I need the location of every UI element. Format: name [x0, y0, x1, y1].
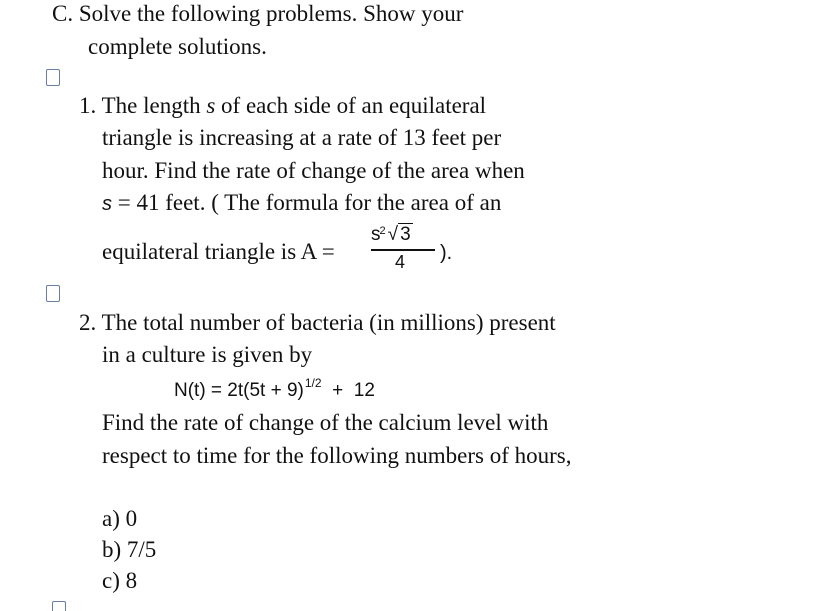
problem-1-checkbox[interactable] [46, 69, 60, 86]
option-b: b) 7/5 [102, 537, 157, 562]
problem-1-line-3: hour. Find the rate of change of the area when [102, 158, 525, 183]
section-heading-continued: complete solutions. [88, 34, 267, 59]
problem-2-line-5: respect to time for the following numbers of hours, [102, 443, 572, 468]
problem-1-line-2: triangle is increasing at a rate of 13 feet per [102, 125, 502, 150]
problem-2-line-2: in a culture is given by [102, 342, 313, 367]
fraction-bar [371, 249, 435, 251]
problem-2-line-1: 2. The total number of bacteria (in millions) present [79, 310, 556, 335]
problem-2-line-4: Find the rate of change of the calcium level with [102, 410, 549, 435]
section-heading: C. Solve the following problems. Show your [52, 1, 464, 26]
option-a: a) 0 [102, 506, 138, 531]
formula-close-paren: ). [440, 242, 453, 264]
problem-1-line-5: equilateral triangle is A = [102, 239, 335, 264]
bacteria-equation: $N(t) = 2t(5t + 9)^{1/2} + 12$ [174, 376, 375, 401]
problem-2-checkbox[interactable] [46, 285, 60, 302]
option-c: c) 8 [102, 568, 138, 593]
formula-denominator: 4 [395, 252, 406, 272]
problem-1-line-1: 1. The length s of each side of an equilateral [79, 93, 487, 118]
problem-1-line-4: s = 41 feet. ( The formula for the area of an [102, 190, 502, 215]
formula-numerator: $s^2$ √ 3 [371, 224, 411, 245]
